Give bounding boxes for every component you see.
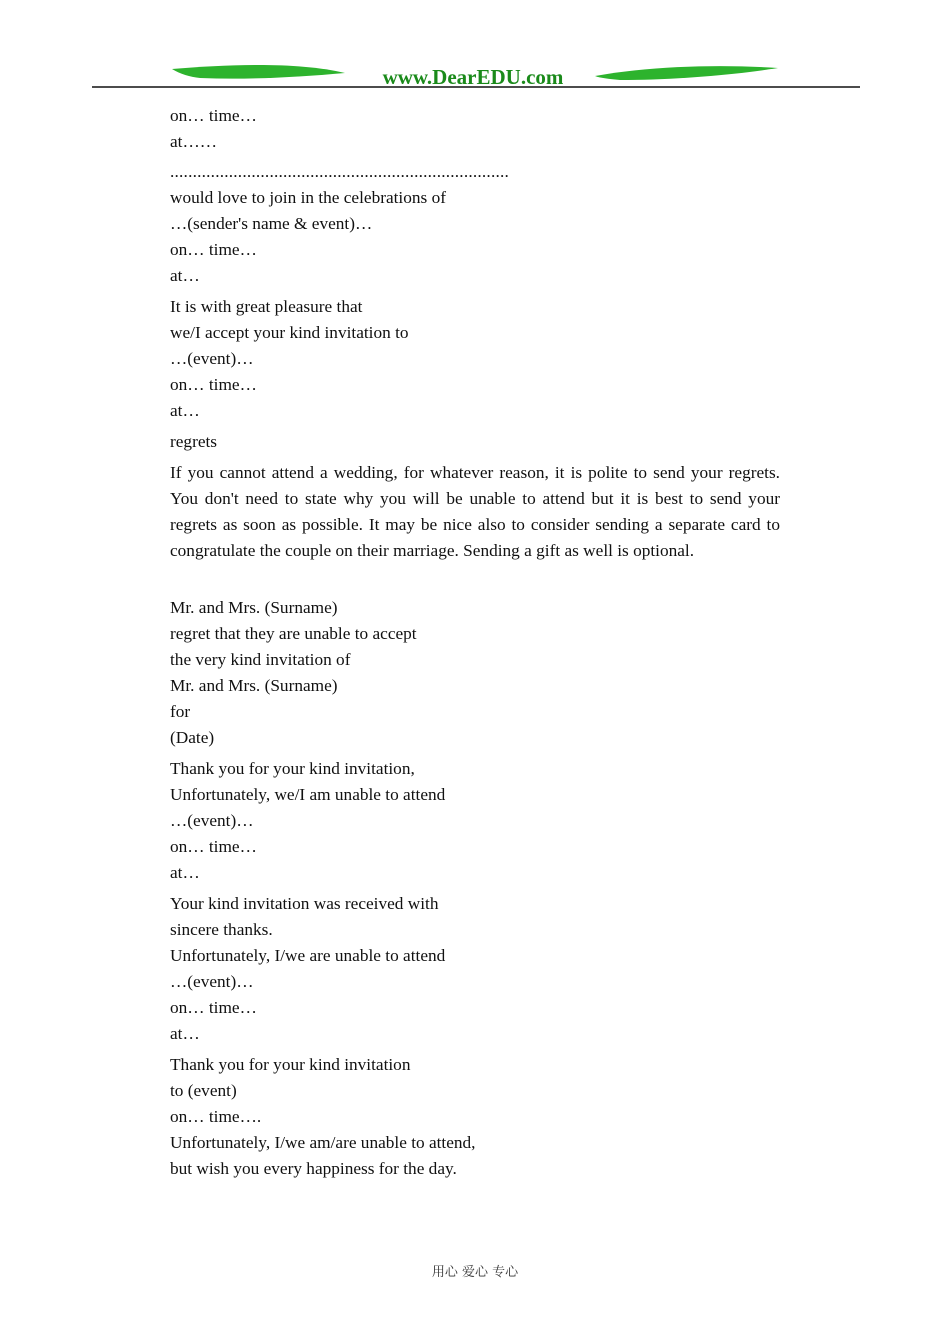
text-line: Your kind invitation was received with: [170, 894, 439, 913]
text-block: [170, 595, 780, 751]
paragraph: If you cannot attend a wedding, for whatever reason, it is polite to send your regrets. You don't need to state why you will be unable to attend but it is best to send your regrets as soon as possible. It may be nice also to consider sending a separate card to congratulate the couple on their marriage. Sending a gift as well is optional.: [170, 463, 780, 560]
text-line: It is with great pleasure that: [170, 297, 363, 316]
text-line: on… time…: [170, 240, 257, 259]
text-block: [170, 756, 780, 886]
text-line: regrets: [170, 432, 218, 451]
text-line: to (event): [170, 1081, 237, 1100]
text-line: on… time…: [170, 837, 257, 856]
text-block: [170, 185, 780, 289]
left-swoosh: [172, 65, 345, 79]
text-line: …(event)…: [170, 811, 254, 830]
text-line: …(event)…: [170, 972, 254, 991]
header-logo-banner: [0, 60, 950, 92]
text-line: at…: [170, 401, 200, 420]
text-block: [170, 429, 780, 455]
text-line: at…: [170, 266, 200, 285]
text-line: Mr. and Mrs. (Surname): [170, 598, 338, 617]
right-swoosh: [595, 66, 778, 80]
text-line: on… time…: [170, 375, 257, 394]
text-block: [170, 1052, 780, 1182]
text-line: on… time….: [170, 1107, 262, 1126]
text-line: the very kind invitation of: [170, 650, 351, 669]
text-line: at…: [170, 863, 200, 882]
page-footer: 用心 爱心 专心: [431, 1265, 519, 1280]
text-line: but wish you every happiness for the day.: [170, 1159, 457, 1178]
text-line: on… time…: [170, 106, 257, 125]
text-line: Unfortunately, I/we am/are unable to attend,: [170, 1133, 476, 1152]
document-body: [170, 103, 780, 1187]
text-line: would love to join in the celebrations of: [170, 188, 446, 207]
text-line: on… time…: [170, 998, 257, 1017]
dotted-separator: ...........................................................................: [170, 162, 510, 181]
text-line: regret that they are unable to accept: [170, 624, 417, 643]
text-line: Mr. and Mrs. (Surname): [170, 676, 338, 695]
text-block: [170, 294, 780, 424]
text-line: Thank you for your kind invitation,: [170, 759, 415, 778]
logo-text: www.DearEDU.com: [382, 65, 564, 89]
text-line: …(sender's name & event)…: [170, 214, 373, 233]
text-line: Thank you for your kind invitation: [170, 1055, 411, 1074]
text-line: at……: [170, 132, 218, 151]
text-line: we/I accept your kind invitation to: [170, 323, 409, 342]
text-line: Unfortunately, I/we are unable to attend: [170, 946, 446, 965]
text-line: at…: [170, 1024, 200, 1043]
text-line: (Date): [170, 728, 215, 747]
page-header: [0, 60, 950, 92]
text-block: [170, 891, 780, 1047]
text-line: for: [170, 702, 191, 721]
text-line: …(event)…: [170, 349, 254, 368]
text-block: [170, 103, 780, 155]
text-line: Unfortunately, we/I am unable to attend: [170, 785, 446, 804]
text-line: sincere thanks.: [170, 920, 273, 939]
